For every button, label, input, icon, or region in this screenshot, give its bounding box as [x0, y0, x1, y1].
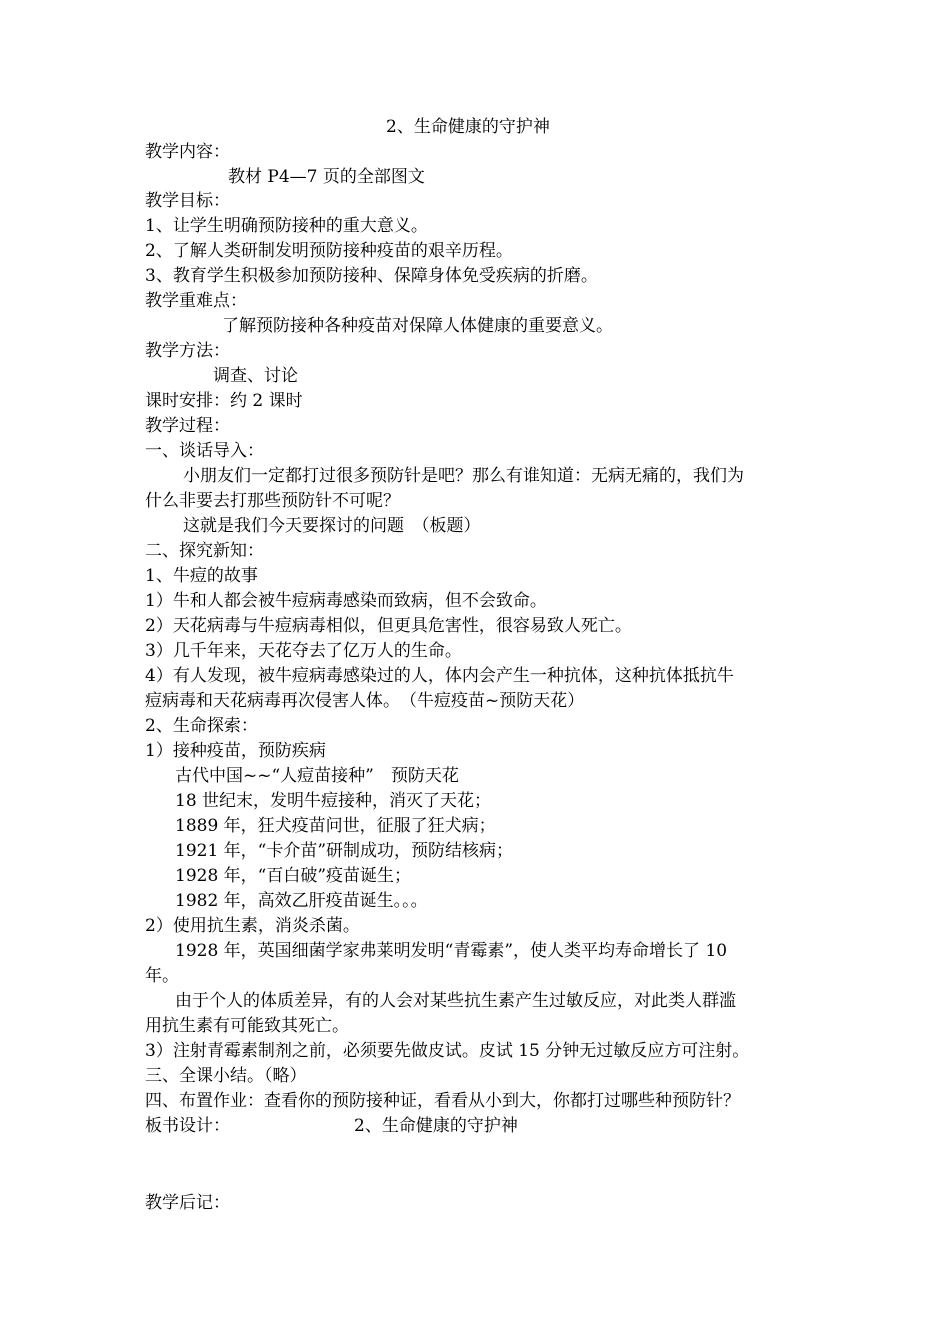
explore-heading: 2、生命探索：	[145, 716, 258, 736]
content-heading: 教学内容：	[145, 142, 230, 162]
schedule-text: 课时安排：约 2 课时	[145, 391, 303, 411]
story-item: 3）几千年来，天花夺去了亿万人的生命。	[145, 641, 462, 661]
history-item: 1921 年，“卡介苗”研制成功，预防结核病；	[175, 841, 514, 861]
goals-heading: 教学目标：	[145, 191, 230, 211]
history-item: 1889 年，狂犬疫苗问世，征服了狂犬病；	[175, 816, 496, 836]
content-text: 教材 P4—7 页的全部图文	[228, 167, 425, 187]
section4-text: 四、布置作业：查看你的预防接种证，看看从小到大，你都打过哪些种预防针？	[145, 1091, 740, 1111]
history-item: 古代中国~~“人痘苗接种” 预防天花	[175, 766, 459, 786]
penicillin-paragraph: 1928 年，英国细菌学家弗莱明发明“青霉素”，使人类平均寿命增长了 10	[175, 941, 728, 961]
explore-item: 3）注射青霉素制剂之前，必须要先做皮试。皮试 15 分钟无过敏反应方可注射。	[145, 1041, 750, 1061]
story-item: 2）天花病毒与牛痘病毒相似，但更具危害性，很容易致人死亡。	[145, 616, 632, 636]
explore-item: 2）使用抗生素，消炎杀菌。	[145, 916, 360, 936]
allergy-paragraph: 由于个人的体质差异，有的人会对某些抗生素产生过敏反应，对此类人群滥	[175, 991, 736, 1011]
section1-paragraph-2: 这就是我们今天要探讨的问题 （板题）	[183, 516, 481, 536]
allergy-paragraph-cont: 用抗生素有可能致其死亡。	[145, 1016, 349, 1036]
goal-item: 1、让学生明确预防接种的重大意义。	[145, 216, 428, 236]
explore-item: 1）接种疫苗，预防疾病	[145, 741, 326, 761]
history-item: 1928 年，“百白破”疫苗诞生；	[175, 866, 412, 886]
penicillin-paragraph-cont: 年。	[145, 966, 179, 986]
history-item: 18 世纪末，发明牛痘接种，消灭了天花；	[175, 791, 492, 811]
board-title: 2、生命健康的守护神	[354, 1116, 518, 1136]
story-item: 4）有人发现，被牛痘病毒感染过的人，体内会产生一种抗体，这种抗体抵抗牛	[145, 666, 734, 686]
afterword-heading: 教学后记：	[145, 1193, 230, 1213]
method-text: 调查、讨论	[213, 366, 298, 386]
page-title: 2、生命健康的守护神	[386, 117, 550, 137]
keypoints-text: 了解预防接种各种疫苗对保障人体健康的重要意义。	[222, 316, 613, 336]
goal-item: 3、教育学生积极参加预防接种、保障身体免受疾病的折磨。	[145, 266, 598, 286]
story-heading: 1、牛痘的故事	[145, 566, 258, 586]
story-item: 1）牛和人都会被牛痘病毒感染而致病，但不会致命。	[145, 591, 547, 611]
section2-heading: 二、探究新知：	[145, 541, 264, 561]
section3-text: 三、全课小结。（略）	[145, 1066, 307, 1086]
history-item: 1982 年，高效乙肝疫苗诞生。。。	[175, 891, 428, 911]
section1-paragraph-cont: 什么非要去打那些预防针不可呢？	[145, 491, 400, 511]
board-design	[145, 1114, 518, 1138]
section1-paragraph: 小朋友们一定都打过很多预防针是吧？那么有谁知道：无病无痛的，我们为	[183, 466, 744, 486]
board-label: 板书设计：	[145, 1116, 230, 1136]
method-heading: 教学方法：	[145, 341, 230, 361]
keypoints-heading: 教学重难点：	[145, 291, 247, 311]
section1-heading: 一、谈话导入：	[145, 441, 264, 461]
process-heading: 教学过程：	[145, 416, 230, 436]
story-item-cont: 痘病毒和天花病毒再次侵害人体。 （牛痘疫苗~预防天花）	[145, 691, 585, 711]
goal-item: 2、了解人类研制发明预防接种疫苗的艰辛历程。	[145, 241, 513, 261]
